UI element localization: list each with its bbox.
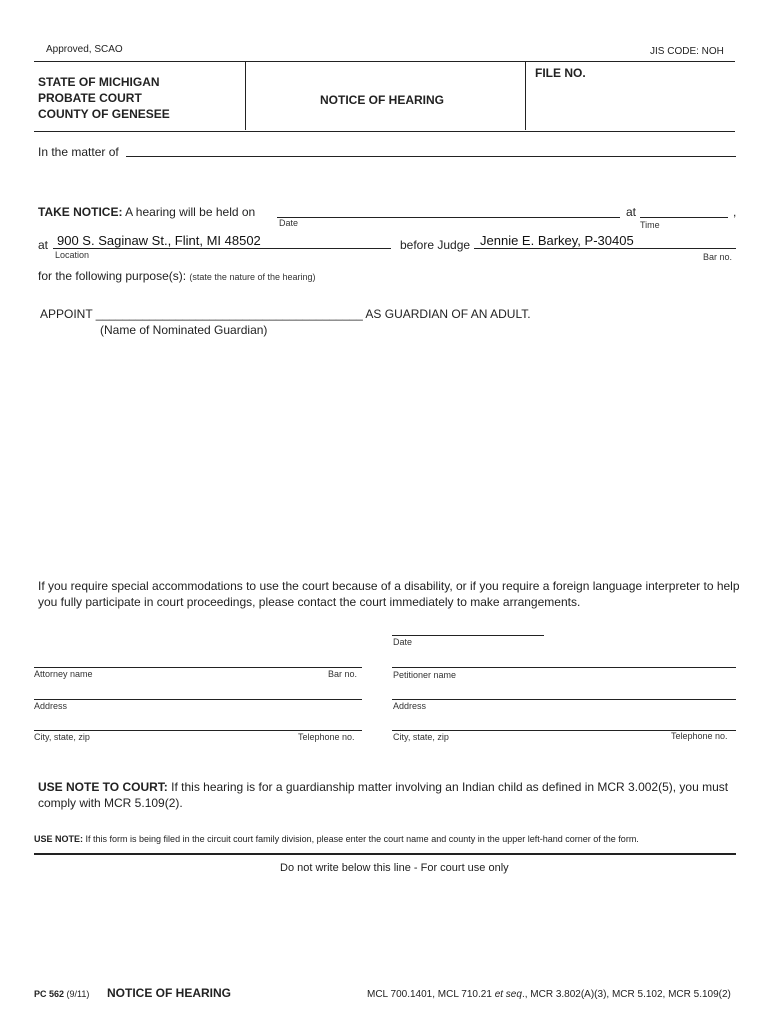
court-line-1: STATE OF MICHIGAN <box>38 75 160 89</box>
footer-citation <box>367 989 731 1000</box>
hearing-time-field[interactable] <box>640 217 728 218</box>
take-notice-label: TAKE NOTICE: <box>38 205 123 219</box>
petitioner-address-field[interactable] <box>392 699 736 700</box>
court-name <box>38 74 170 122</box>
attorney-bar-no-label: Bar no. <box>328 669 358 679</box>
footer-title: NOTICE OF HEARING <box>107 986 232 1000</box>
sign-date-field[interactable] <box>392 635 544 636</box>
before-judge-label: before Judge <box>400 238 471 252</box>
header-divider-right <box>525 61 526 130</box>
purpose-label: for the following purpose(s): <box>38 269 187 283</box>
court-use-only: Do not write below this line - For court use only <box>280 862 509 874</box>
attorney-name-label: Attorney name <box>34 669 93 679</box>
file-no-label: FILE NO. <box>535 66 586 80</box>
court-line-3: COUNTY OF GENESEE <box>38 107 170 121</box>
approval-text: Approved, SCAO <box>46 44 123 55</box>
petitioner-address-label: Address <box>393 701 427 711</box>
footer-revision: (9/11) <box>66 989 90 999</box>
footer-citation-b: ., MCR 3.802(A)(3), MCR 5.102, MCR 5.109(2) <box>521 989 731 1000</box>
use-note-to-court-label: USE NOTE TO COURT: <box>38 780 168 794</box>
attorney-city-field[interactable] <box>34 730 362 731</box>
accommodation-line-2: you fully participate in court proceedings, please contact the court immediately to make arrangements. <box>38 595 581 609</box>
time-label: Time <box>640 220 660 230</box>
petitioner-name-label: Petitioner name <box>393 670 457 680</box>
attorney-telephone-label: Telephone no. <box>298 732 355 742</box>
location-prefix: at <box>38 238 49 252</box>
attorney-address-label: Address <box>34 701 68 711</box>
court-use-divider <box>34 853 736 855</box>
use-note-text: If this form is being filed in the circuit court family division, please enter the court name and county in the upper left-hand corner of the form. <box>85 834 639 844</box>
nominee-label: (Name of Nominated Guardian) <box>100 323 268 337</box>
appoint-line[interactable]: APPOINT ________________________________________ AS GUARDIAN OF AN ADULT. <box>40 307 531 321</box>
date-label: Date <box>279 218 299 228</box>
take-notice-row <box>38 205 255 219</box>
footer-form-no: PC 562 <box>34 989 65 999</box>
form-title: NOTICE OF HEARING <box>320 93 445 107</box>
use-note-label: USE NOTE: <box>34 834 84 844</box>
purpose-row <box>38 269 316 283</box>
accommodation-line-1: If you require special accommodations to use the court because of a disability, or if you require a foreign language interpreter to help <box>38 579 740 593</box>
footer-citation-etseq: et seq <box>494 989 522 1000</box>
sign-date-label: Date <box>393 637 413 647</box>
court-line-2: PROBATE COURT <box>38 91 142 105</box>
at-label: at <box>626 205 637 219</box>
judge-value[interactable]: Jennie E. Barkey, P-30405 <box>480 233 634 248</box>
petitioner-name-field[interactable] <box>392 667 736 668</box>
petitioner-city-label: City, state, zip <box>393 732 449 742</box>
location-label: Location <box>55 250 90 260</box>
bar-no-label: Bar no. <box>703 252 733 262</box>
attorney-address-field[interactable] <box>34 699 362 700</box>
attorney-name-field[interactable] <box>34 667 362 668</box>
footer-form-id <box>34 989 89 999</box>
matter-field[interactable] <box>126 156 736 157</box>
use-note <box>34 834 639 844</box>
hearing-date-field[interactable] <box>277 217 620 218</box>
held-on-text: A hearing will be held on <box>125 205 256 219</box>
jis-code: JIS CODE: NOH <box>650 46 724 57</box>
location-value[interactable]: 900 S. Saginaw St., Flint, MI 48502 <box>57 233 261 248</box>
purpose-hint: (state the nature of the hearing) <box>189 272 316 282</box>
accommodation-notice <box>38 578 740 610</box>
comma: , <box>733 205 737 219</box>
use-note-to-court <box>38 779 728 811</box>
use-note-to-court-line-2: comply with MCR 5.109(2). <box>38 796 183 810</box>
header-divider-left <box>245 61 246 130</box>
petitioner-telephone-label: Telephone no. <box>671 731 728 741</box>
matter-label: In the matter of <box>38 145 119 159</box>
footer-citation-a: MCL 700.1401, MCL 710.21 <box>367 989 492 1000</box>
judge-field[interactable] <box>474 248 736 249</box>
location-field[interactable] <box>53 248 391 249</box>
attorney-city-label: City, state, zip <box>34 732 90 742</box>
use-note-to-court-line-1: If this hearing is for a guardianship matter involving an Indian child as defined in MCR 3.002(5), you must <box>171 780 729 794</box>
